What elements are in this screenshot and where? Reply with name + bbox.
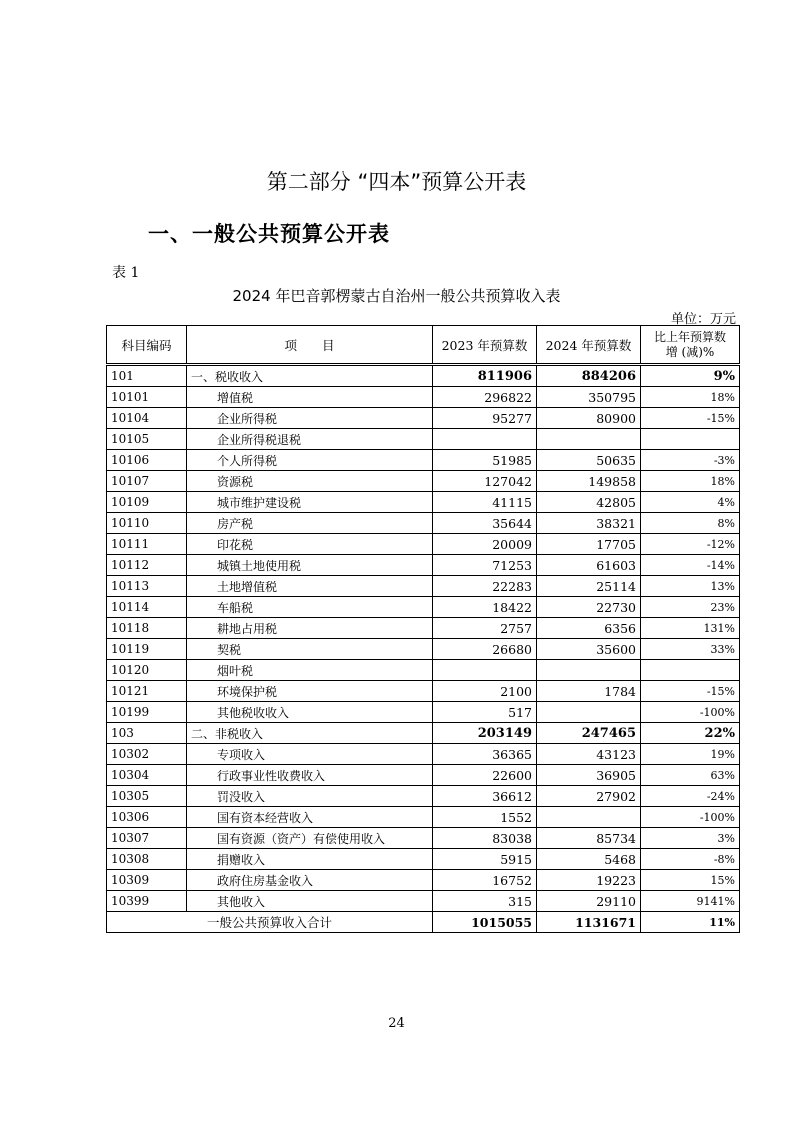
- table-row: [107, 618, 740, 639]
- table-header-row: [107, 326, 740, 365]
- row-change-pct: 22%: [641, 723, 740, 744]
- total-label: 一般公共预算收入合计: [107, 912, 433, 933]
- row-item-name: 环境保护税: [187, 681, 433, 702]
- row-item-name: 政府住房基金收入: [187, 870, 433, 891]
- row-item-name: 个人所得税: [187, 450, 433, 471]
- row-code: 10104: [107, 408, 187, 429]
- row-change-pct: -3%: [641, 450, 740, 471]
- row-item-name: 烟叶税: [187, 660, 433, 681]
- row-2023-value: 811906: [433, 365, 537, 387]
- row-2023-value: 35644: [433, 513, 537, 534]
- table-title: 2024 年巴音郭楞蒙古自治州一般公共预算收入表: [232, 287, 561, 305]
- row-2023-value: 127042: [433, 471, 537, 492]
- table-row: [107, 408, 740, 429]
- row-code: 10101: [107, 387, 187, 408]
- row-code: 10120: [107, 660, 187, 681]
- table-row: [107, 429, 740, 450]
- row-2024-value: 61603: [537, 555, 641, 576]
- total-2023-value: 1015055: [433, 912, 537, 933]
- row-2023-value: 41115: [433, 492, 537, 513]
- header-item: 项 目: [187, 326, 433, 365]
- row-2024-value: [537, 429, 641, 450]
- table-row: [107, 471, 740, 492]
- row-2024-value: 35600: [537, 639, 641, 660]
- row-2023-value: 2757: [433, 618, 537, 639]
- row-2024-value: 25114: [537, 576, 641, 597]
- row-2023-value: 5915: [433, 849, 537, 870]
- table-row: [107, 492, 740, 513]
- row-2023-value: 296822: [433, 387, 537, 408]
- row-change-pct: -24%: [641, 786, 740, 807]
- row-item-name: 耕地占用税: [187, 618, 433, 639]
- page-number: 24: [388, 1016, 405, 1031]
- row-code: 10111: [107, 534, 187, 555]
- table-row: [107, 786, 740, 807]
- row-code: 10118: [107, 618, 187, 639]
- row-2023-value: 71253: [433, 555, 537, 576]
- row-2024-value: [537, 807, 641, 828]
- row-code: 10109: [107, 492, 187, 513]
- table-row: [107, 723, 740, 744]
- row-code: 10307: [107, 828, 187, 849]
- table-row: [107, 744, 740, 765]
- row-item-name: 印花税: [187, 534, 433, 555]
- table-row: [107, 828, 740, 849]
- row-2024-value: 6356: [537, 618, 641, 639]
- row-change-pct: 3%: [641, 828, 740, 849]
- table-row: [107, 450, 740, 471]
- row-code: 10113: [107, 576, 187, 597]
- section-title: 一、一般公共预算公开表: [148, 222, 390, 246]
- row-2024-value: 36905: [537, 765, 641, 786]
- row-2024-value: 42805: [537, 492, 641, 513]
- row-2023-value: 51985: [433, 450, 537, 471]
- row-change-pct: 13%: [641, 576, 740, 597]
- row-2023-value: 20009: [433, 534, 537, 555]
- row-2023-value: 36612: [433, 786, 537, 807]
- row-change-pct: 18%: [641, 387, 740, 408]
- row-change-pct: 9141%: [641, 891, 740, 912]
- row-code: 10305: [107, 786, 187, 807]
- row-change-pct: -12%: [641, 534, 740, 555]
- row-2024-value: 884206: [537, 365, 641, 387]
- row-2024-value: 149858: [537, 471, 641, 492]
- row-2024-value: 43123: [537, 744, 641, 765]
- row-item-name: 罚没收入: [187, 786, 433, 807]
- row-item-name: 资源税: [187, 471, 433, 492]
- row-2024-value: 19223: [537, 870, 641, 891]
- row-2024-value: 29110: [537, 891, 641, 912]
- row-item-name: 国有资源（资产）有偿使用收入: [187, 828, 433, 849]
- row-2024-value: 27902: [537, 786, 641, 807]
- row-item-name: 土地增值税: [187, 576, 433, 597]
- table-row: [107, 765, 740, 786]
- total-change-pct: 11%: [641, 912, 740, 933]
- row-2024-value: 22730: [537, 597, 641, 618]
- row-2023-value: 517: [433, 702, 537, 723]
- row-code: 10308: [107, 849, 187, 870]
- row-code: 10302: [107, 744, 187, 765]
- row-code: 10304: [107, 765, 187, 786]
- row-2024-value: 80900: [537, 408, 641, 429]
- row-code: 10121: [107, 681, 187, 702]
- row-item-name: 行政事业性收费收入: [187, 765, 433, 786]
- row-change-pct: [641, 429, 740, 450]
- row-item-name: 企业所得税: [187, 408, 433, 429]
- row-2024-value: 5468: [537, 849, 641, 870]
- row-2023-value: 22600: [433, 765, 537, 786]
- table-row: [107, 849, 740, 870]
- table-row: [107, 639, 740, 660]
- row-2023-value: 22283: [433, 576, 537, 597]
- table-row: [107, 660, 740, 681]
- row-code: 10107: [107, 471, 187, 492]
- table-row: [107, 891, 740, 912]
- row-change-pct: -8%: [641, 849, 740, 870]
- header-change-pct: [641, 326, 740, 365]
- row-code: 10110: [107, 513, 187, 534]
- row-code: 101: [107, 365, 187, 387]
- header-2023: 2023 年预算数: [433, 326, 537, 365]
- row-code: 10199: [107, 702, 187, 723]
- row-item-name: 国有资本经营收入: [187, 807, 433, 828]
- row-code: 10119: [107, 639, 187, 660]
- header-change-pct-line1: 比上年预算数: [653, 329, 726, 344]
- row-code: 10105: [107, 429, 187, 450]
- row-2023-value: 18422: [433, 597, 537, 618]
- row-2023-value: 36365: [433, 744, 537, 765]
- row-change-pct: -100%: [641, 702, 740, 723]
- row-item-name: 一、税收收入: [187, 365, 433, 387]
- row-item-name: 企业所得税退税: [187, 429, 433, 450]
- header-2024: 2024 年预算数: [537, 326, 641, 365]
- row-2024-value: 85734: [537, 828, 641, 849]
- row-change-pct: 23%: [641, 597, 740, 618]
- row-item-name: 车船税: [187, 597, 433, 618]
- row-2023-value: [433, 429, 537, 450]
- table-label: 表 1: [112, 265, 140, 281]
- row-item-name: 二、非税收入: [187, 723, 433, 744]
- row-2023-value: 16752: [433, 870, 537, 891]
- part-title: 第二部分 “四本”预算公开表: [266, 170, 527, 194]
- row-2023-value: 1552: [433, 807, 537, 828]
- table-row: [107, 597, 740, 618]
- row-change-pct: 18%: [641, 471, 740, 492]
- row-item-name: 城市维护建设税: [187, 492, 433, 513]
- row-change-pct: 63%: [641, 765, 740, 786]
- header-code: 科目编码: [107, 326, 187, 365]
- row-item-name: 房产税: [187, 513, 433, 534]
- table-body: [107, 365, 740, 933]
- table-row: [107, 702, 740, 723]
- table-row: [107, 555, 740, 576]
- row-2024-value: 1784: [537, 681, 641, 702]
- table-row: [107, 870, 740, 891]
- row-item-name: 城镇土地使用税: [187, 555, 433, 576]
- row-2023-value: 26680: [433, 639, 537, 660]
- row-change-pct: -100%: [641, 807, 740, 828]
- header-change-pct-line2: 增 (减)%: [665, 344, 715, 359]
- row-change-pct: 33%: [641, 639, 740, 660]
- row-2023-value: 95277: [433, 408, 537, 429]
- row-2024-value: 38321: [537, 513, 641, 534]
- table-row: [107, 681, 740, 702]
- row-change-pct: 131%: [641, 618, 740, 639]
- row-code: 10306: [107, 807, 187, 828]
- row-2024-value: [537, 660, 641, 681]
- row-2024-value: 17705: [537, 534, 641, 555]
- row-code: 10106: [107, 450, 187, 471]
- row-item-name: 契税: [187, 639, 433, 660]
- table-total-row: [107, 912, 740, 933]
- row-change-pct: 9%: [641, 365, 740, 387]
- row-change-pct: -14%: [641, 555, 740, 576]
- table-row: [107, 807, 740, 828]
- row-change-pct: 4%: [641, 492, 740, 513]
- row-change-pct: 8%: [641, 513, 740, 534]
- row-code: 10309: [107, 870, 187, 891]
- row-2023-value: 2100: [433, 681, 537, 702]
- row-item-name: 捐赠收入: [187, 849, 433, 870]
- row-2023-value: 203149: [433, 723, 537, 744]
- row-item-name: 其他收入: [187, 891, 433, 912]
- budget-revenue-table: [106, 325, 740, 933]
- table-row: [107, 534, 740, 555]
- table-row: [107, 387, 740, 408]
- row-2024-value: 50635: [537, 450, 641, 471]
- row-item-name: 增值税: [187, 387, 433, 408]
- row-2024-value: 350795: [537, 387, 641, 408]
- row-2024-value: [537, 702, 641, 723]
- row-2023-value: 315: [433, 891, 537, 912]
- row-item-name: 其他税收收入: [187, 702, 433, 723]
- row-change-pct: -15%: [641, 681, 740, 702]
- table-row: [107, 513, 740, 534]
- row-change-pct: [641, 660, 740, 681]
- row-code: 10112: [107, 555, 187, 576]
- table-row: [107, 365, 740, 387]
- table-row: [107, 576, 740, 597]
- row-change-pct: -15%: [641, 408, 740, 429]
- row-2023-value: 83038: [433, 828, 537, 849]
- row-2023-value: [433, 660, 537, 681]
- row-item-name: 专项收入: [187, 744, 433, 765]
- row-change-pct: 19%: [641, 744, 740, 765]
- row-code: 10399: [107, 891, 187, 912]
- row-change-pct: 15%: [641, 870, 740, 891]
- unit-label: 单位：万元: [670, 312, 736, 327]
- total-2024-value: 1131671: [537, 912, 641, 933]
- row-code: 10114: [107, 597, 187, 618]
- row-2024-value: 247465: [537, 723, 641, 744]
- row-code: 103: [107, 723, 187, 744]
